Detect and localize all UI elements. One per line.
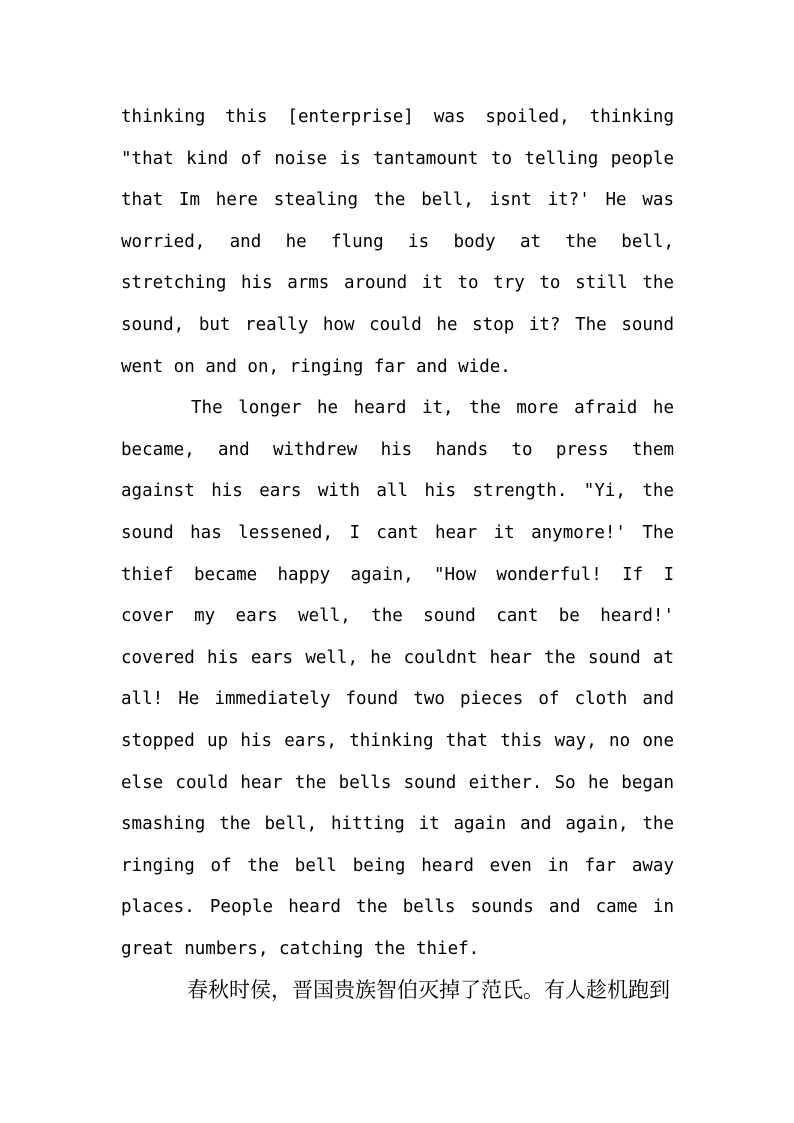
- text-line: thinking this [enterprise] was spoiled, thinking: [121, 107, 674, 127]
- text-line: covered his ears well, he couldnt hear the sound at: [121, 647, 674, 668]
- text-line: stretching his arms around it to try to still the: [121, 273, 674, 294]
- text-line: against his ears with all his strength. "Yi, the: [121, 481, 674, 502]
- text-line: else could hear the bells sound either. So he began: [121, 772, 674, 793]
- text-line: that Im here stealing the bell, isnt it?' He was: [121, 190, 674, 211]
- text-line: cover my ears well, the sound cant be heard!': [121, 606, 674, 627]
- text-line: all! He immediately found two pieces of cloth and: [121, 689, 674, 710]
- text-line: 春秋时侯，晋国贵族智伯灭掉了范氏。有人趁机跑到: [187, 978, 670, 1003]
- text-line: went on and on, ringing far and wide.: [121, 356, 511, 377]
- text-line: became, and withdrew his hands to press them: [121, 439, 674, 460]
- text-line: great numbers, catching the thief.: [121, 938, 480, 959]
- text-line: The longer he heard it, the more afraid he: [191, 398, 674, 419]
- text-line: worried, and he flung is body at the bell,: [121, 231, 674, 252]
- text-line: sound has lessened, I cant hear it anymore!' The: [121, 522, 674, 543]
- text-line: thief became happy again, "How wonderful! If I: [121, 564, 674, 585]
- text-line: smashing the bell, hitting it again and again, the: [121, 814, 674, 835]
- text-line: sound, but really how could he stop it? The sound: [121, 314, 674, 335]
- document-body: [121, 97, 674, 1012]
- text-line: stopped up his ears, thinking that this way, no one: [121, 730, 674, 751]
- text-line: ringing of the bell being heard even in far away: [121, 855, 674, 876]
- text-line: "that kind of noise is tantamount to telling people: [121, 148, 674, 169]
- text-line: places. People heard the bells sounds and came in: [121, 897, 674, 918]
